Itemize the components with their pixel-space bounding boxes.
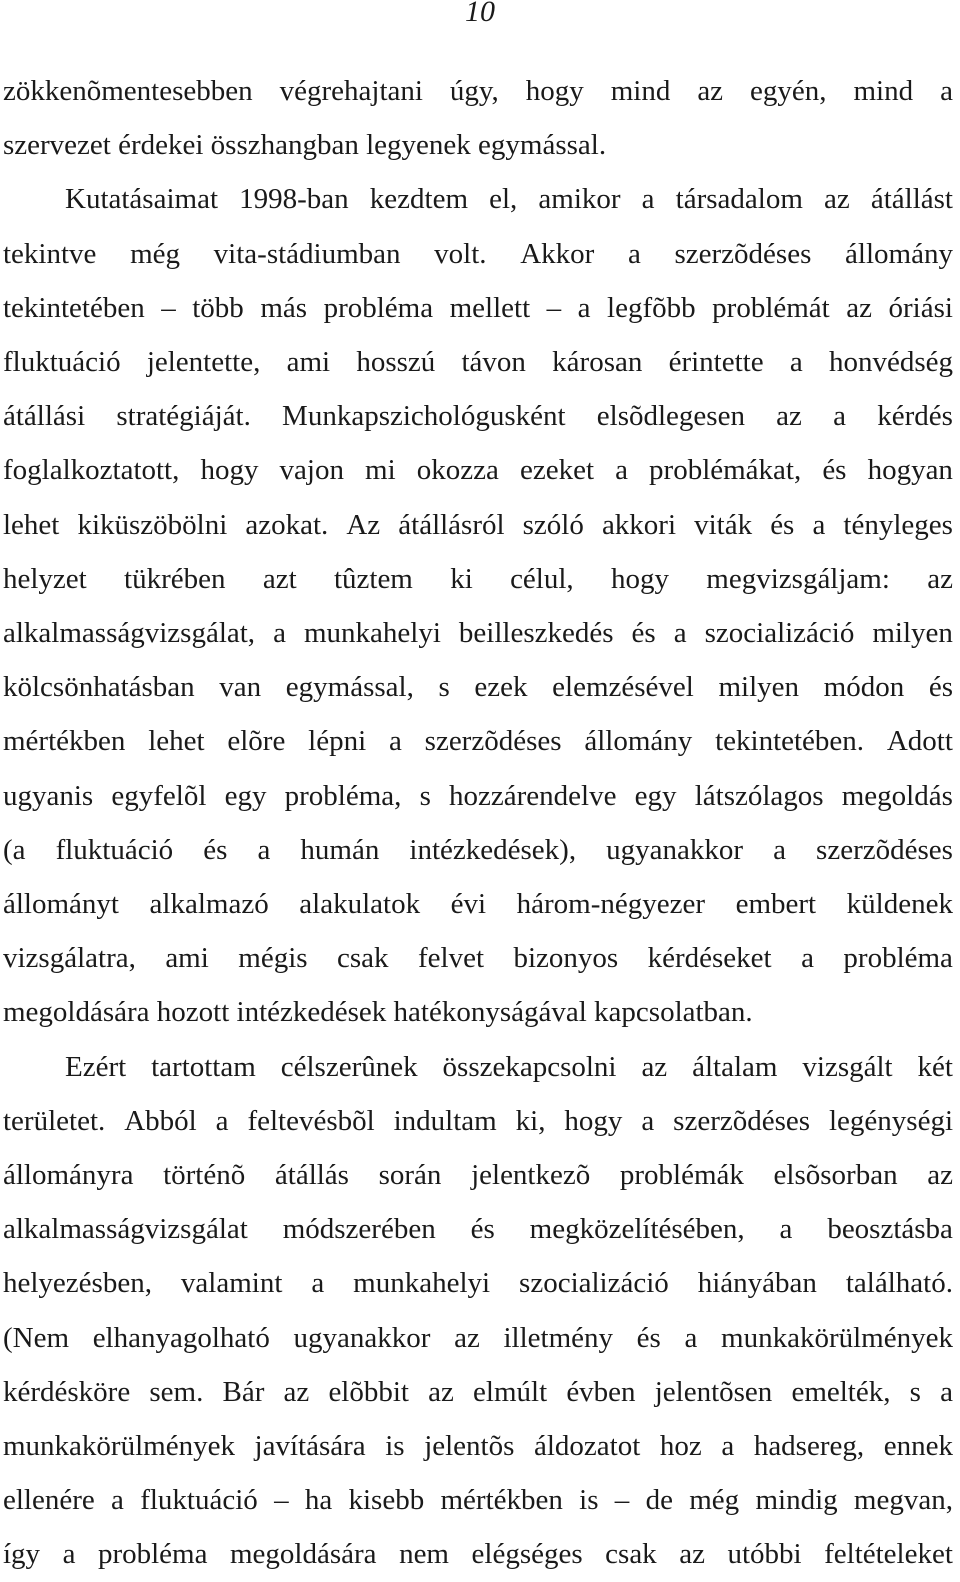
text-line: helyzet tükrében azt tûztem ki célul, hogy megvizsgáljam: az [3, 562, 953, 595]
text-line: állományt alkalmazó alakulatok évi három-négyezer embert küldenek [3, 888, 953, 921]
text-line: alkalmasságvizsgálat, a munkahelyi beilleszkedés és a szocializáció milyen [3, 617, 953, 650]
text-line: helyezésben, valamint a munkahelyi szocializáció hiányában található. [3, 1267, 953, 1300]
text-line: ugyanis egyfelõl egy probléma, s hozzárendelve egy látszólagos megoldás [3, 779, 953, 812]
paragraph-3 [3, 1040, 953, 1582]
text-line: fluktuáció jelentette, ami hosszú távon károsan érintette a honvédség [3, 346, 953, 379]
text-line: átállási stratégiáját. Munkapszichológusként elsõdlegesen az a kérdés [3, 400, 953, 433]
text-line: tekintve még vita-stádiumban volt. Akkor a szerzõdéses állomány [3, 237, 953, 270]
text-line: szervezet érdekei összhangban legyenek egymással. [3, 129, 607, 162]
text-line: tekintetében – több más probléma mellett – a legfõbb problémát az óriási [3, 291, 953, 324]
text-line: ellenére a fluktuáció – ha kisebb mértékben is – de még mindig megvan, [3, 1484, 953, 1517]
body-text [3, 64, 953, 1582]
text-line: megoldására hozott intézkedések hatékonyságával kapcsolatban. [3, 996, 753, 1029]
paragraph-2 [3, 172, 953, 1039]
text-line: (a fluktuáció és a humán intézkedések), ugyanakkor a szerzõdéses [3, 833, 953, 866]
text-line: alkalmasságvizsgálat módszerében és megközelítésében, a beosztásba [3, 1213, 953, 1246]
paragraph-1 [3, 64, 953, 172]
text-line: mértékben lehet elõre lépni a szerzõdéses állomány tekintetében. Adott [3, 725, 953, 758]
text-line: vizsgálatra, ami mégis csak felvet bizonyos kérdéseket a probléma [3, 942, 953, 975]
text-line: területet. Abból a feltevésbõl indultam ki, hogy a szerzõdéses legénységi [3, 1104, 953, 1137]
text-line: Kutatásaimat 1998-ban kezdtem el, amikor a társadalom az átállást [65, 183, 953, 216]
text-line: zökkenõmentesebben végrehajtani úgy, hogy mind az egyén, mind a [3, 75, 953, 107]
text-line: állományra történõ átállás során jelentkezõ problémák elsõsorban az [3, 1159, 953, 1192]
text-line: kölcsönhatásban van egymással, s ezek elemzésével milyen módon és [3, 671, 953, 704]
text-line: így a probléma megoldására nem elégséges csak az utóbbi feltételeket [3, 1538, 953, 1571]
text-line: (Nem elhanyagolható ugyanakkor az illetmény és a munkakörülmények [3, 1321, 953, 1354]
text-line: Ezért tartottam célszerûnek összekapcsolni az általam vizsgált két [65, 1050, 953, 1083]
text-line: kérdésköre sem. Bár az elõbbit az elmúlt évben jelentõsen emelték, s a [3, 1375, 953, 1408]
page-number: 10 [465, 0, 495, 28]
text-line: munkakörülmények javítására is jelentõs áldozatot hoz a hadsereg, ennek [3, 1430, 953, 1463]
text-line: foglalkoztatott, hogy vajon mi okozza ezeket a problémákat, és hogyan [3, 454, 953, 487]
text-line: lehet kiküszöbölni azokat. Az átállásról szóló akkori viták és a tényleges [3, 508, 953, 541]
